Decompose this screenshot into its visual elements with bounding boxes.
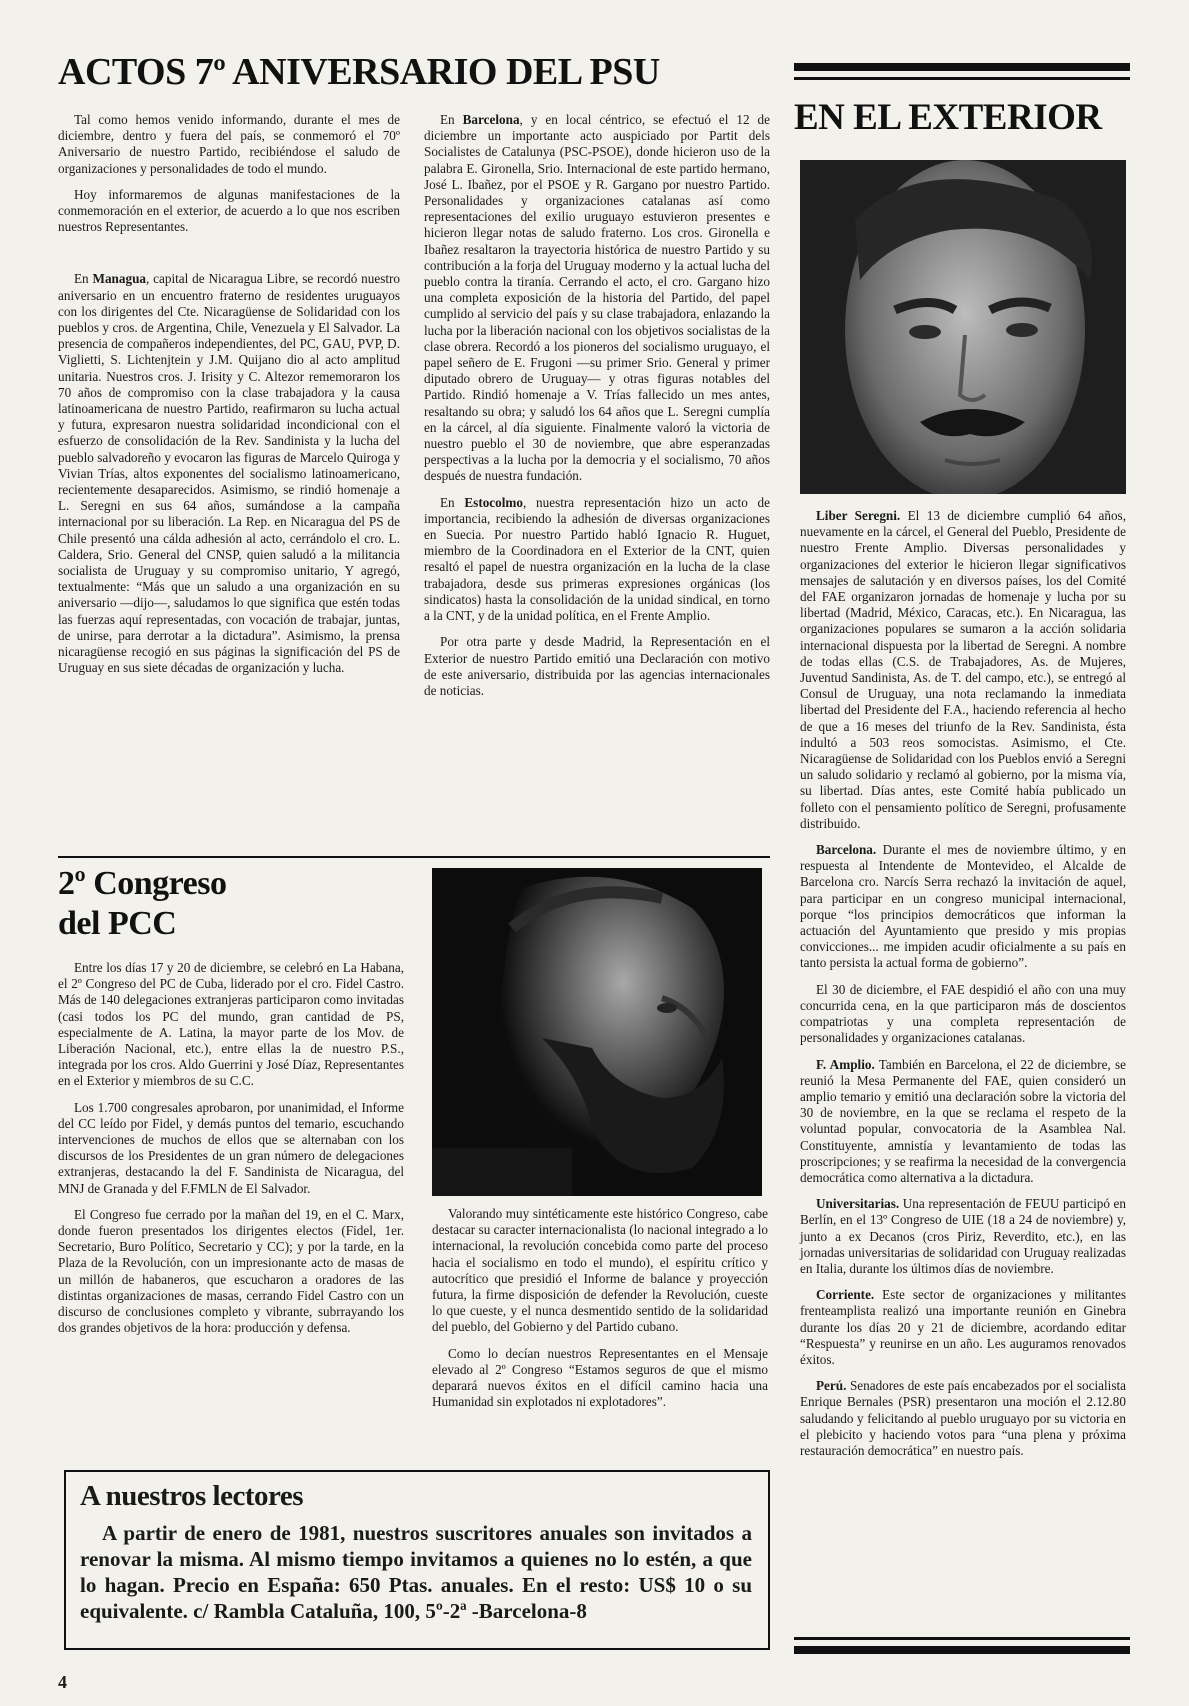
- portrait-bearded-man-profile-image: [432, 868, 762, 1196]
- bottom-rule-thick: [794, 1646, 1130, 1654]
- peru-paragraph: Perú. Senadores de este país encabezados por el socialista Enrique Bernales (PSR) presentaron una moción el 2.12.80 saludando y felicitando al pueblo uruguayo por su victoria en el plebicito y haciendo votos para “una plena y próxima restauración democrática” en nuestro país.: [800, 1378, 1126, 1458]
- madrid-paragraph: Por otra parte y desde Madrid, la Representación en el Exterior de nuestro Partido emitió una Declaración con motivo de este aniversario, distribuida por las agencias internacionales de noticias.: [424, 634, 770, 698]
- pcc-paragraph-3: El Congreso fue cerrado por la mañan del 19, en el C. Marx, donde fueron presentados los dirigentes electos (Fidel, 1er. Secretario, Buro Político, Secretario y CC); y por la tarde, en la Plaza de la Revolución, con un impresionante acto de masas de un millón de habaneros, que escucharon a oradores de las distintas organizaciones de masas, cerrando Fidel Castro con un discurso de conclusiones completo y vibrante, subrrayando los dos grandes objetivos de la hora: producción y defensa.: [58, 1206, 404, 1336]
- bottom-rule-thin: [794, 1637, 1130, 1640]
- pcc-headline-line-2: del PCC: [58, 905, 177, 942]
- pcc-paragraph-2: Los 1.700 congresales aprobaron, por unanimidad, el Informe del CC leído por Fidel, y demás puntos del temario, escuchando intervenciones de muchos de ellos que se alternaban con los discursos de los Presidentes de un gran número de delegaciones extranjeras, destacando la del F. Sandinista de Nicaragua, del MNJ de Granada y del F.FMLN de El Salvador.: [58, 1099, 404, 1196]
- pcc-headline: [58, 864, 226, 944]
- readers-notice-box: [64, 1470, 770, 1650]
- estocolmo-paragraph: En Estocolmo, nuestra representación hizo un acto de importancia, recibiendo la adhesión de diversas organizaciones en Suecia. Por nuestro Partido habló Ignacio R. Huguet, miembro de la Coordinadora en el Exterior de la CNT, quien resaltó el papel de nuestra organización en la lucha de la clase trabajadora, desde sus primeras expresiones orgánicas (los sindicatos) hasta la consolidación de la unidad sindical, en torno a la CNT, y de la unidad política, en el Frente Amplio.: [424, 494, 770, 624]
- section-divider: [58, 856, 770, 858]
- managua-paragraph: En Managua, capital de Nicaragua Libre, se recordó nuestro aniversario en un encuentro fraterno de residentes uruguayos con los dirigentes del Cte. Nicaragüense de Solidaridad con los pueblos y cros. de Argentina, Chile, Venezuela y El Salvador. La presencia de compañeros independientes, del PC, GAU, PVP, D. Viglietti, S. Lichtenjtein y J.M. Quijano dio al acto amplitud unitaria. Nuestros cros. J. Irisity y C. Altezor rememoraron los 70 años de compromiso con la clase trabajadora y la causa latinoamericana de nuestro Partido, reafirmaron su lucha actual y futura, expresaron nuestra solidaridad incondicional con el esfuerzo de consolidación de la Rev. Sandinista y la lucha del pueblo salvadoreño y evocaron las figuras de Marcelo Quiroga y Vivian Trías, altos exponentes del socialismo latinoamericano, recientemente desaparecidos. Asimismo, se rindió homenaje a L. Seregni en sus 64 años, sumándose a la campaña internacional por su liberación. La Rep. en Nicaragua del PS de Chile presentó una cálda adhesión al acto, cerrándolo el cro. L. Caldera, Srio. General del CNSP, quien saludó a la militancia socialista de Uruguay y su compromiso unitario, Y agregó, textualmente: “Más que un saludo a una organización en su aniversario —dijo—, saludamos lo que significa que estén todas las fuerzas aquí representadas, con vocación de trabajar, juntas, de unirse, para derrotar a la dictadura”. Asimismo, la prensa nicaragüense recogió en sus páginas la significación del PS de Uruguay en sus siete décadas de organización y lucha.: [58, 271, 400, 676]
- intro-paragraph-2: Hoy informaremos de algunas manifestaciones de la conmemoración en el exterior, de acuerdo a lo que nos escriben nuestros Representantes.: [58, 186, 400, 235]
- pcc-paragraph-5: Como lo decían nuestros Representantes en el Mensaje elevado al 2º Congreso “Estamos seguros de que el mismo deparará nuevos éxitos en el difícil camino hacia una Humanidad sin explotados ni explotadores”.: [432, 1345, 768, 1410]
- portrait-man-mustache-image: [800, 160, 1126, 494]
- pcc-paragraph-4: Valorando muy sintéticamente este histórico Congreso, cabe destacar su caracter internacionalista (lo nacional integrado a lo internacional, la revolución concebida como parte del proceso hacia el socialismo en todo el mundo), el espíritu crítico y autocrítico que presidió el Informe de balance y proyección futura, la firme disposición de defender la Revolución, cueste lo que cueste, y el nunca desmentido sentido de la solidaridad del pueblo, del Gobierno y del Partido cubano.: [432, 1206, 768, 1335]
- main-headline: ACTOS 7º ANIVERSARIO DEL PSU: [58, 51, 660, 93]
- fae-dinner-paragraph: El 30 de diciembre, el FAE despidió el año con una muy concurrida cena, en la que participaron más de doscientos compatriotas y una completa representación de personalidades y organizaciones catalanas.: [800, 981, 1126, 1046]
- pcc-column-left: [58, 960, 404, 1346]
- page-number: 4: [58, 1672, 67, 1692]
- barcelona-alcalde-paragraph: Barcelona. Durante el mes de noviembre último, y en respuesta al Intendente de Montevideo, el Alcalde de Barcelona cro. Narcís Serra rechazó la invitación de aquel, para participar en un congreso municipal internacional, porque “los principios democráticos que informan la actuación del Ayuntamiento que presido y mis propias convicciones... me impiden acudir oficialmente a su país en tanto persista la actual forma de gobierno”.: [800, 842, 1126, 971]
- pcc-column-right: [432, 1206, 768, 1420]
- castro-photo: [432, 868, 762, 1196]
- frente-amplio-paragraph: F. Amplio. También en Barcelona, el 22 de diciembre, se reunió la Mesa Permanente del FAE, quien consideró un amplio temario y emitió una declaración sobre la victoria del 30 de noviembre, en la que se reclama el respeto de la voluntad popular, convocatoria de la Asamblea Nal. Constituyente, amnistía y levantamiento de todas las proscripciones; y se reafirma la necesidad de la convergencia democrática como alternativa a la dictadura.: [800, 1056, 1126, 1185]
- readers-notice-text: A partir de enero de 1981, nuestros suscritores anuales son invitados a renovar la misma. Al mismo tiempo invitamos a quienes no lo estén, a que lo hagan. Precio en España: 650 Ptas. anuales. En el resto: US$ 10 o su equivalente. c/ Rambla Cataluña, 100, 5º-2ª -Barcelona-8: [80, 1521, 752, 1623]
- corriente-paragraph: Corriente. Este sector de organizaciones y militantes frenteamplista realizó una importante reunión en Ginebra durante los días 20 y 21 de diciembre, acordando editar “Respuesta” y reunirse en un año. Les auguramos renovados éxitos.: [800, 1287, 1126, 1367]
- readers-notice-title: A nuestros lectores: [80, 1480, 304, 1512]
- seregni-photo: [800, 160, 1126, 494]
- intro-paragraph-1: Tal como hemos venido informando, durante el mes de diciembre, dentro y fuera del país, se conmemoró el 70º Aniversario de nuestro Partido, recibiéndose el saludo de organizaciones y personalidades de todo el mundo.: [58, 112, 400, 176]
- column-2: [424, 112, 770, 709]
- pcc-paragraph-1: Entre los días 17 y 20 de diciembre, se celebró en La Habana, el 2º Congreso del PC de Cuba, liderado por el cro. Fidel Castro. Más de 140 delegaciones extranjeras participaron como invitadas (casi todos los PC del mundo, gran cantidad de PS, especialmente de A. Latina, la mayor parte de los Mov. de Liberación Nacional, etc.), entre ellas la de nuestro P.S., integrada por los cros. Aldo Guerrini y José Díaz, Representantes en el Exterior y miembros de su C.C.: [58, 960, 404, 1089]
- universitarias-paragraph: Universitarias. Una representación de FEUU participó en Berlín, en el 13º Congreso de UIE (18 a 24 de noviembre) y, junto a ex Decanos (cros Piriz, Reverdito, etc.), en las jornadas universitarias de solidaridad con Uruguay realizadas en Italia, durante los últimos días de noviembre.: [800, 1196, 1126, 1276]
- top-rule-thin: [794, 77, 1130, 80]
- exterior-column: [800, 508, 1126, 1469]
- column-1: [58, 112, 400, 687]
- top-rule-thick: [794, 63, 1130, 71]
- pcc-headline-line-1: 2º Congreso: [58, 865, 227, 902]
- seregni-paragraph: Liber Seregni. El 13 de diciembre cumplió 64 años, nuevamente en la cárcel, el General del Pueblo, Presidente de nuestro Frente Amplio. Diversas personalidades y organizaciones del exterior le hicieron llegar significativos mensajes de salutación y en diversos países, los del Comité del FAE organizaron jornadas de homenaje y lucha por su libertad (Madrid, México, Caracas, etc.). En Nicaragua, las organizaciones populares se sumaron a la acción solidaria internacional dispuesta por la libertad de Seregni. A nombre de todas ellas (C.S. de Trabajadores, As. de Mujeres, Juventud Sandinista, As. de T. del campo, etc.), se entregó al Consul de Uruguay, una nota reclamando la inmediata libertad del Presidente del F.A., haciendo referencia al hecho de que a 16 meses del triunfo de la Rev. Sandinista, ésta indultó a 503 reos somocistas. Asimismo, el Cte. Nicaragüense de Solidaridad con los Pueblos envió a Seregni un saludo solidario y reclamó al gobierno, por la misma vía, su libertad. Días antes, este Comité había publicado un folleto con el pensamiento político de Seregni, profusamente distribuido.: [800, 508, 1126, 831]
- exterior-headline: EN EL EXTERIOR: [794, 97, 1102, 138]
- barcelona-act-paragraph: En Barcelona, y en local céntrico, se efectuó el 12 de diciembre un importante acto auspiciado por Partit dels Socialistes de Catalunya (PSC-PSOE), donde hicieron uso de la palabra E. Gironella, Srio. Internacional de este partido hermano, José L. Ibañez, por el PSOE y R. Gargano por nuestro Partido. Personalidades y organizaciones catalanas así como representaciones del exilio uruguayo estuvieron presentes e hicieron llegar notas de saludo fraterno. Los cros. Gironella e Ibañez resaltaron la trayectoria histórica de nuestro Partido y su contribución a la forja del Uruguay moderno y la actual lucha del pueblo contra la tiranía. Cerrando el acto, el cro. Gargano hizo una completa exposición de la historia del Partido, del papel cumplido al servicio del país y su clase trabajadora, enlazando la lucha por la liberación nacional con los objetivos socialistas de la clase obrera. Recordó a los pioneros del socialismo uruguayo, el papel señero de E. Frugoni —su primer Srio. General y primer diputado obrero de Uruguay— y otras figuras notables del Partido. Rindió homenaje a V. Trías fallecido un mes antes, resaltando su obra; y saludó los 64 años que L. Seregni cumplía en la cárcel, al día siguiente. Finalmente valoró la victoria de nuestro pueblo el 30 de noviembre, que abre esperanzadas perspectivas a la lucha por la democria y el socialismo, 70 años después de nuestra fundación.: [424, 112, 771, 484]
